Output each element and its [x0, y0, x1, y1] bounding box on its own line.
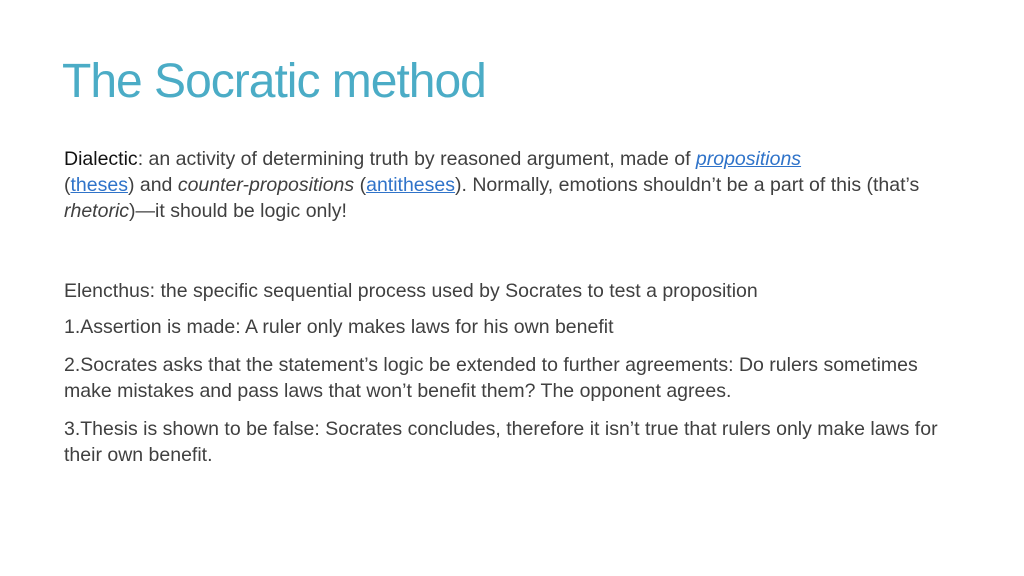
slide-body: [64, 146, 959, 468]
dialectic-text-5: ). Normally, emotions shouldn’t be a part of this (that’s: [455, 174, 920, 196]
propositions-link[interactable]: propositions: [695, 148, 802, 170]
elencthus-paragraph: Elencthus: the specific sequential process used by Socrates to test a proposition: [64, 280, 758, 302]
rhetoric-term: rhetoric: [64, 200, 130, 222]
dialectic-text-6: )—it should be logic only!: [129, 200, 347, 222]
paragraph-spacer: [64, 224, 959, 278]
slide-title: The Socratic method: [62, 55, 486, 108]
dialectic-text-2: (: [64, 174, 71, 196]
dialectic-text-4: (: [354, 174, 367, 196]
antitheses-link[interactable]: antitheses: [366, 174, 455, 196]
theses-link[interactable]: theses: [70, 174, 128, 196]
dialectic-paragraph: [64, 146, 959, 224]
dialectic-text-3: ) and: [127, 174, 178, 196]
dialectic-text-1: : an activity of determining truth by reasoned argument, made of: [137, 148, 696, 170]
counter-propositions-term: counter-propositions: [177, 174, 355, 196]
dialectic-term: Dialectic: [64, 148, 138, 170]
step-3: 3.Thesis is shown to be false: Socrates concludes, therefore it isn’t true that rulers only make laws for their own benefit.: [64, 418, 938, 466]
step-1: 1.Assertion is made: A ruler only makes laws for his own benefit: [64, 316, 614, 338]
step-2: 2.Socrates asks that the statement’s logic be extended to further agreements: Do rulers sometimes make mistakes and pass laws that won’t benefit them? The opponent agrees.: [64, 354, 918, 402]
